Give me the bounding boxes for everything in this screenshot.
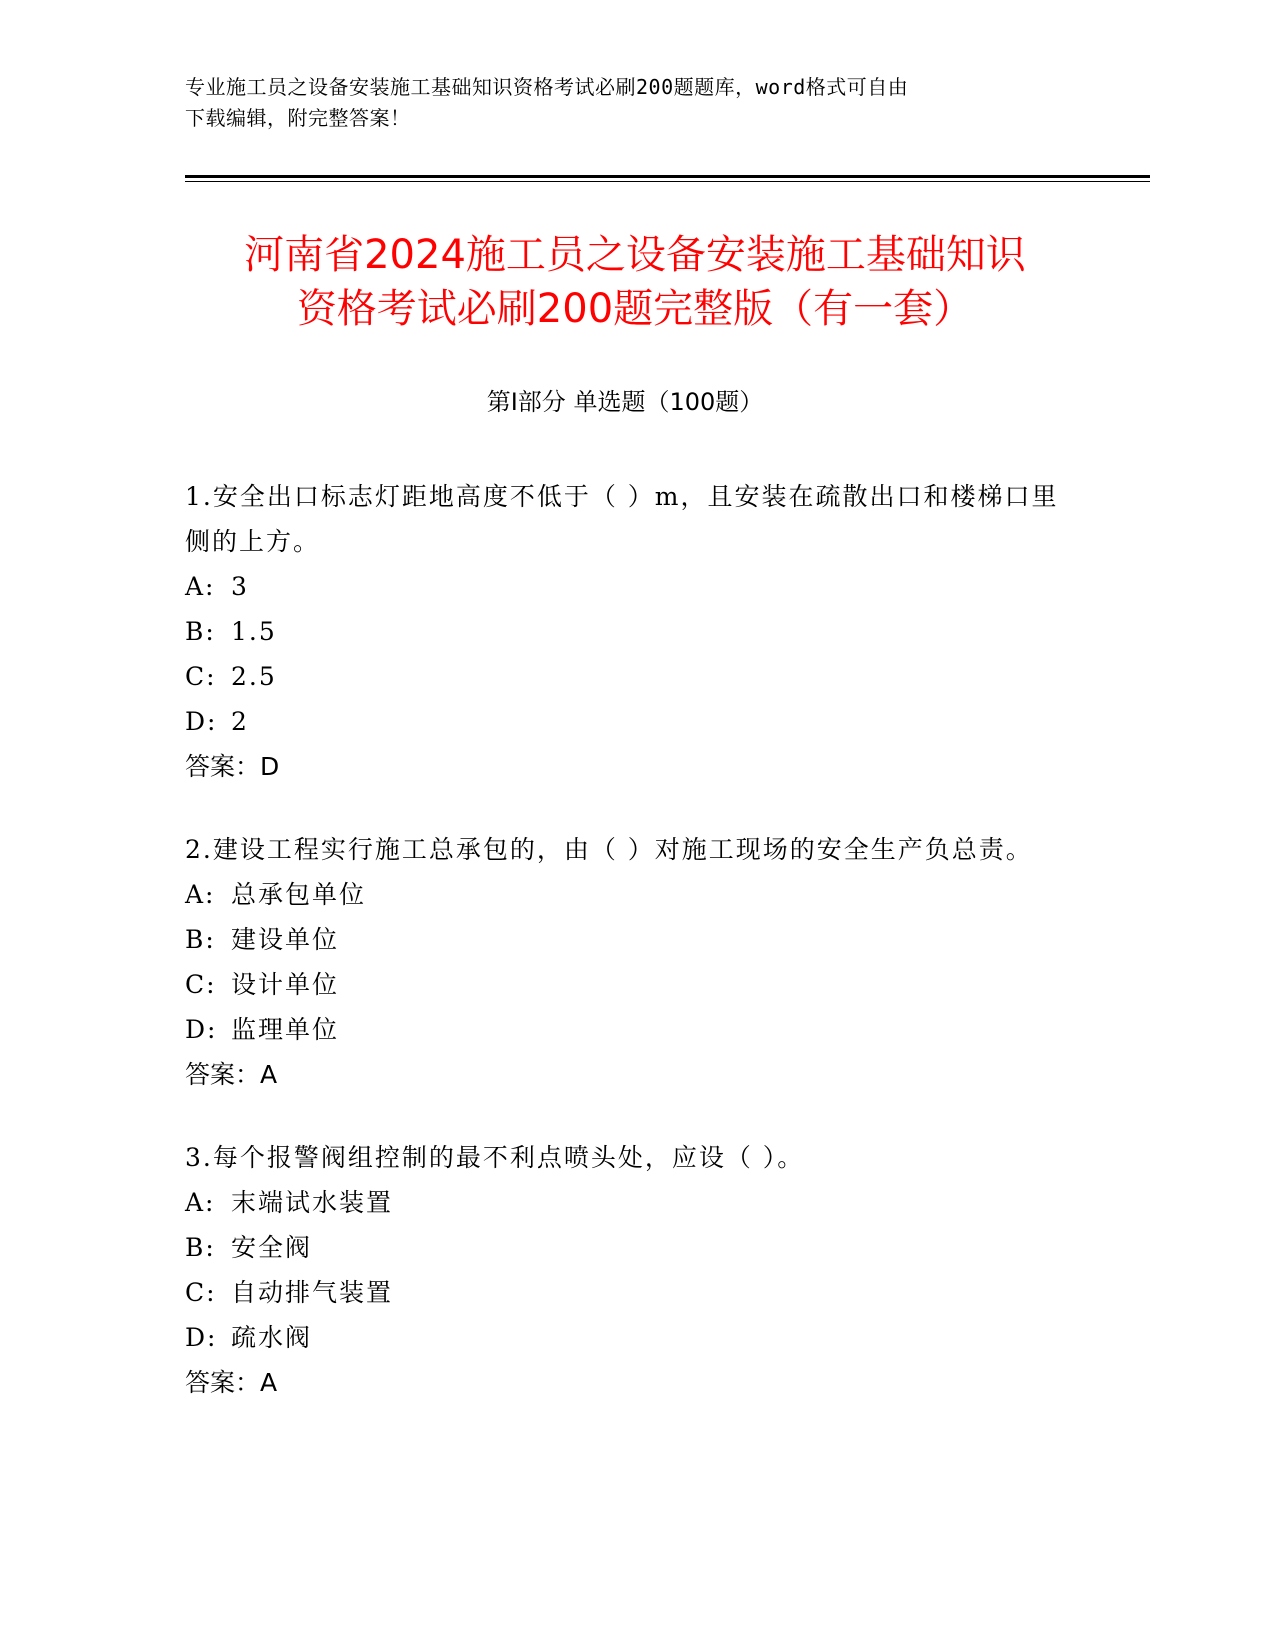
- question-stem: 1.安全出口标志灯距地高度不低于（ ）m，且安装在疏散出口和楼梯口里侧的上方。: [185, 482, 1059, 556]
- option-a: [185, 1180, 1075, 1225]
- option-b: [185, 1225, 1075, 1270]
- option-a: [185, 872, 1075, 917]
- option-text: 末端试水装置: [231, 1188, 394, 1217]
- section-heading: 第Ⅰ部分 单选题（100题）: [486, 388, 764, 416]
- option-letter: D:: [185, 707, 218, 736]
- question-list: [185, 474, 1075, 1443]
- document-title: [170, 228, 1100, 336]
- option-text: 1.5: [231, 617, 277, 646]
- option-c: [185, 654, 1075, 699]
- question-stem: 3.每个报警阀组控制的最不利点喷头处，应设（ ）。: [185, 1143, 805, 1172]
- option-c: [185, 1270, 1075, 1315]
- option-text: 建设单位: [231, 925, 340, 954]
- intro-line-2: 下载编辑，附完整答案！: [185, 106, 411, 130]
- option-text: 2: [231, 707, 249, 736]
- option-text: 安全阀: [231, 1233, 313, 1262]
- option-letter: B:: [185, 925, 216, 954]
- intro-text: [185, 72, 1065, 134]
- intro-line-1: 专业施工员之设备安装施工基础知识资格考试必刷200题题库，word格式可自由: [185, 75, 909, 99]
- option-d: [185, 1315, 1075, 1360]
- answer-text: 答案：A: [185, 1368, 278, 1397]
- question-3: [185, 1135, 1075, 1405]
- option-text: 设计单位: [231, 970, 340, 999]
- option-text: 3: [231, 572, 249, 601]
- option-d: [185, 699, 1075, 744]
- option-text: 监理单位: [231, 1015, 340, 1044]
- option-letter: A:: [185, 1188, 216, 1217]
- question-stem: 2.建设工程实行施工总承包的，由（ ）对施工现场的安全生产负总责。: [185, 835, 1033, 864]
- option-a: [185, 564, 1075, 609]
- answer-text: 答案：A: [185, 1060, 278, 1089]
- option-c: [185, 962, 1075, 1007]
- option-letter: C:: [185, 1278, 217, 1307]
- option-letter: D:: [185, 1323, 218, 1352]
- option-letter: B:: [185, 1233, 216, 1262]
- option-text: 2.5: [231, 662, 277, 691]
- header-divider-thick: [185, 175, 1150, 178]
- option-letter: C:: [185, 662, 217, 691]
- question-1: [185, 474, 1075, 789]
- option-letter: C:: [185, 970, 217, 999]
- option-letter: D:: [185, 1015, 218, 1044]
- option-letter: A:: [185, 880, 216, 909]
- option-letter: B:: [185, 617, 216, 646]
- header-divider-thin: [185, 181, 1150, 182]
- answer-text: 答案：D: [185, 752, 280, 781]
- option-d: [185, 1007, 1075, 1052]
- option-b: [185, 609, 1075, 654]
- option-text: 自动排气装置: [231, 1278, 394, 1307]
- option-letter: A:: [185, 572, 216, 601]
- option-b: [185, 917, 1075, 962]
- option-text: 疏水阀: [231, 1323, 313, 1352]
- title-line-1: 河南省2024施工员之设备安装施工基础知识: [244, 232, 1026, 278]
- option-text: 总承包单位: [231, 880, 367, 909]
- question-2: [185, 827, 1075, 1097]
- title-line-2: 资格考试必刷200题完整版（有一套）: [296, 286, 974, 332]
